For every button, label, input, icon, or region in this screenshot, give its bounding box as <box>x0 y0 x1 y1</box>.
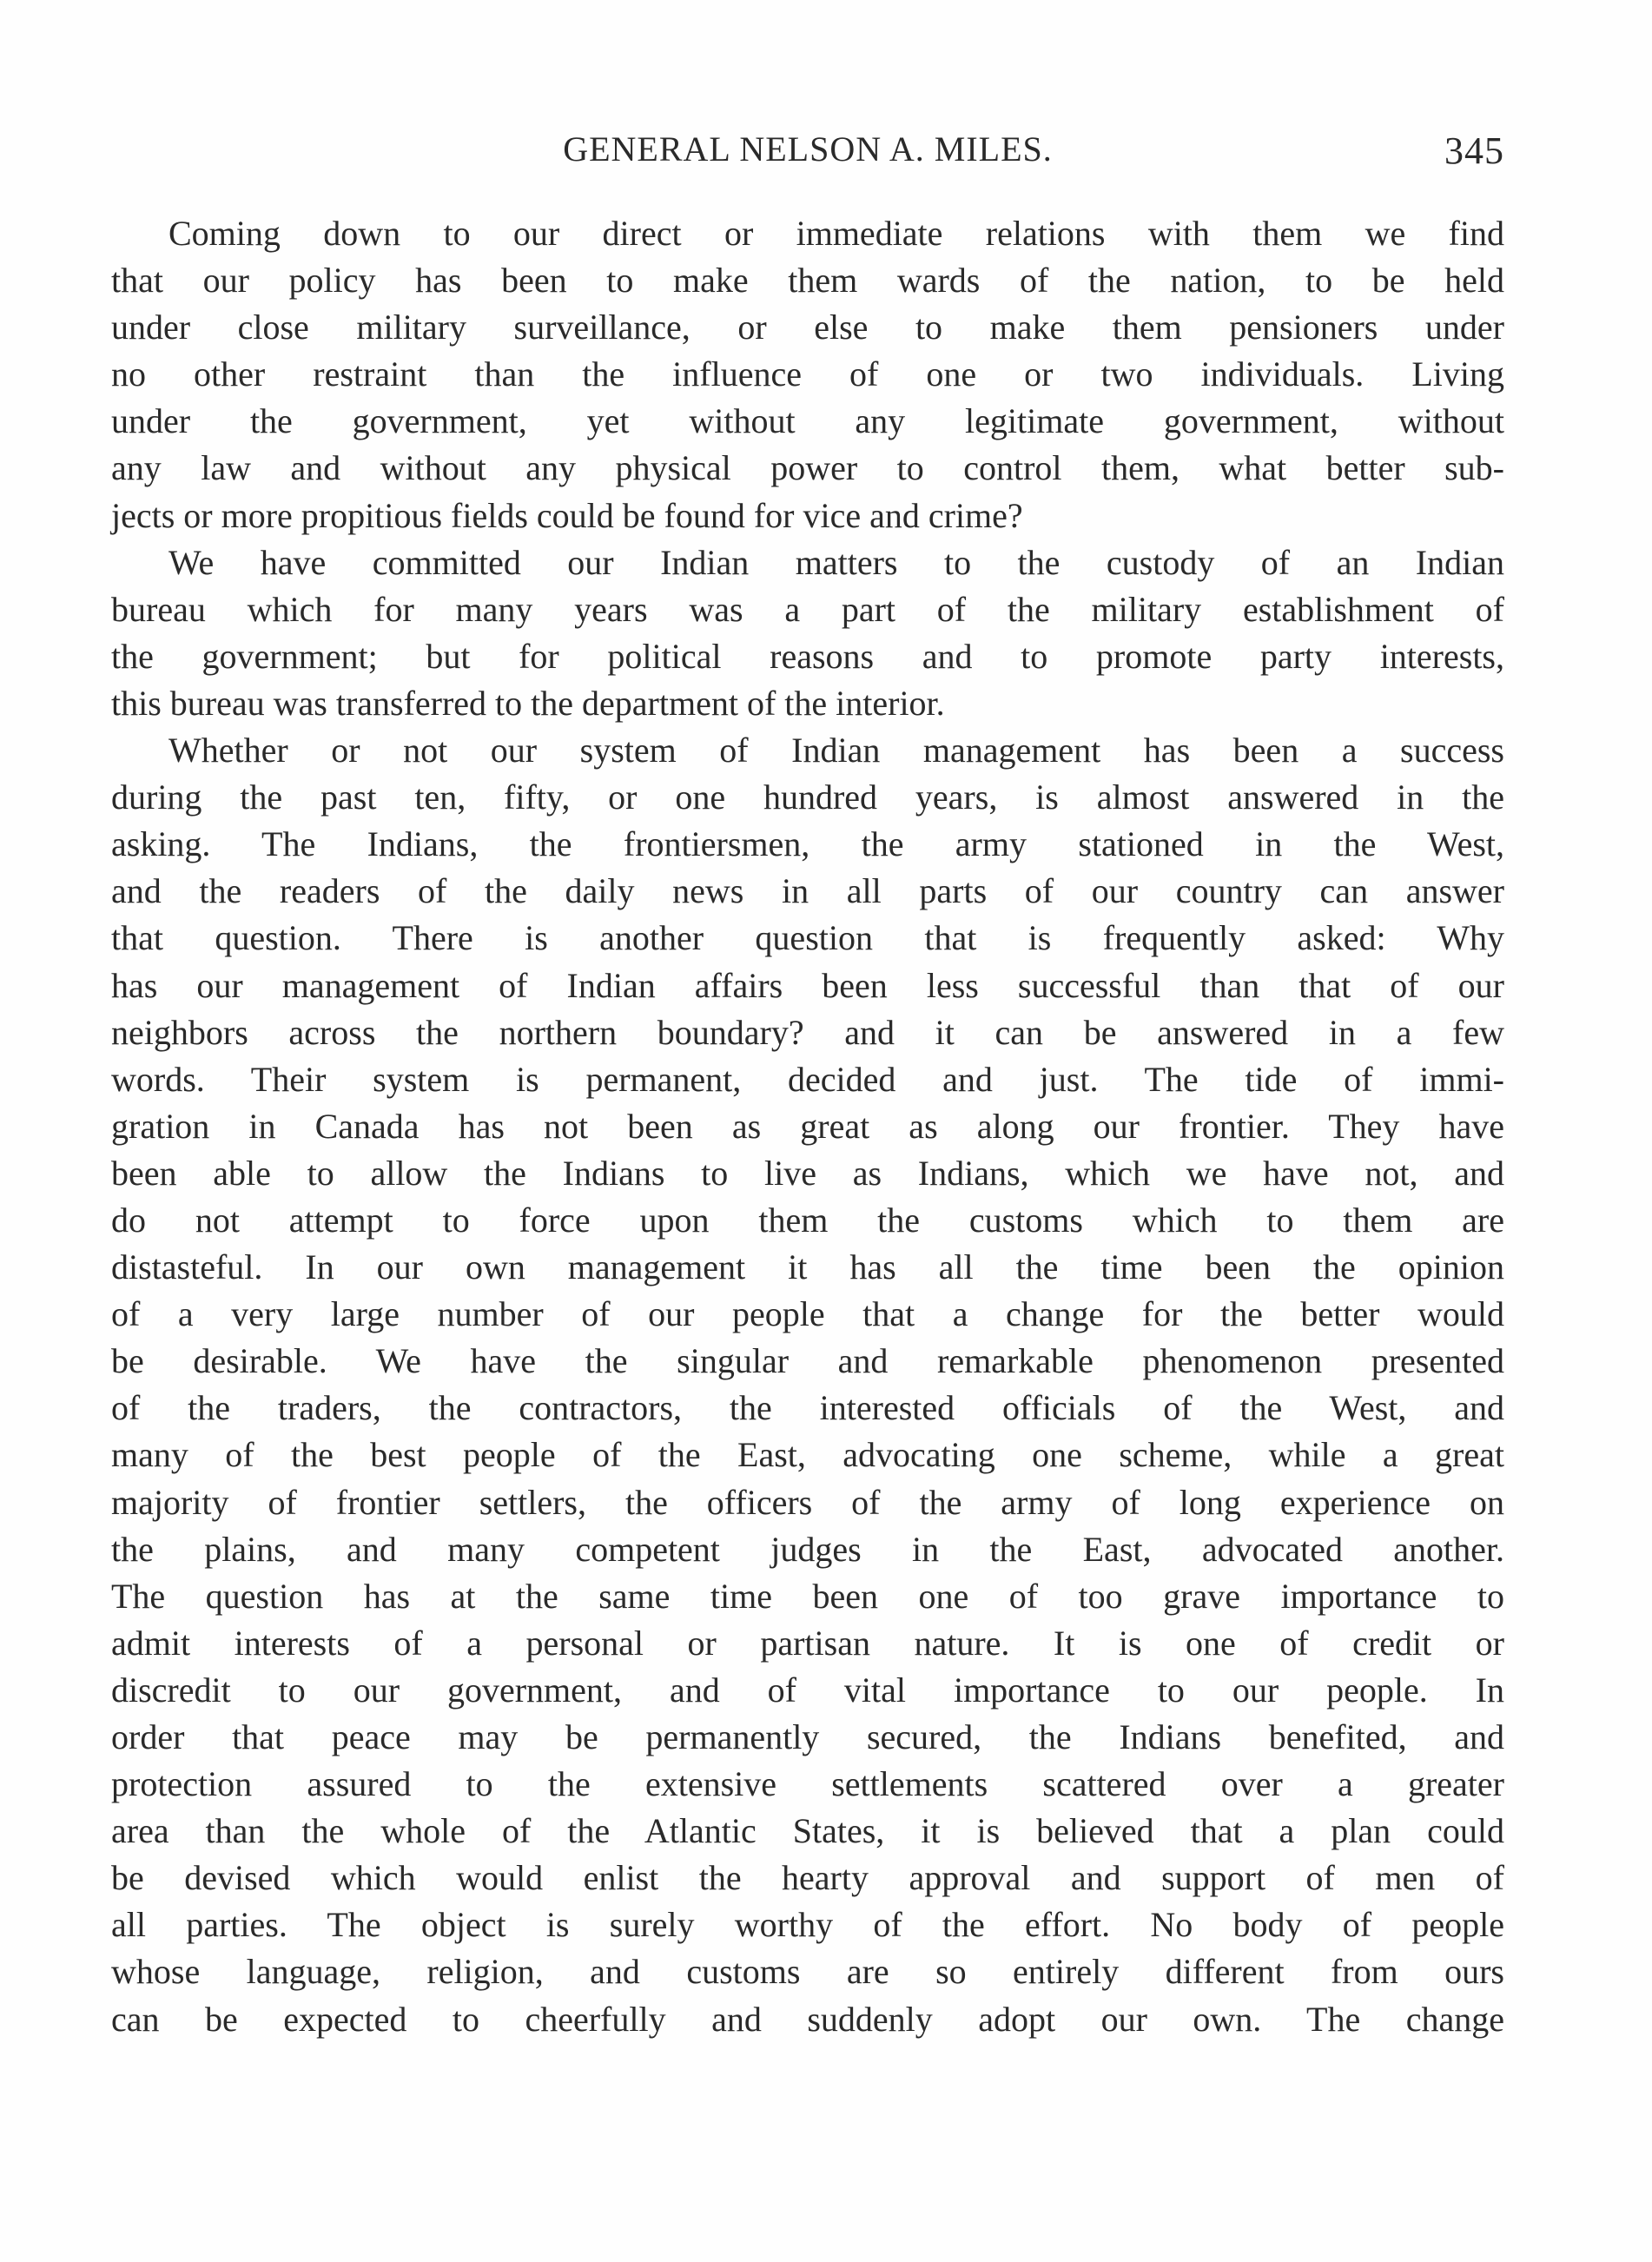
text-line: order that peace may be permanently secured, the Indians benefited, and <box>111 1717 1504 1756</box>
text-line: this bureau was transferred to the department of the interior. <box>111 683 945 723</box>
text-line: discredit to our government, and of vital importance to our people. In <box>111 1670 1504 1710</box>
text-line: the government; but for political reasons and to promote party interests, <box>111 636 1504 676</box>
text-line: We have committed our Indian matters to the custody of an Indian <box>169 542 1504 582</box>
text-line: do not attempt to force upon them the customs which to them are <box>111 1200 1504 1240</box>
text-line: under close military surveillance, or else to make them pensioners under <box>111 308 1504 347</box>
text-line: that our policy has been to make them wards of the nation, to be held <box>111 261 1504 301</box>
text-line: the plains, and many competent judges in the East, advocated another. <box>111 1529 1504 1569</box>
text-line: be desirable. We have the singular and remarkable phenomenon presented <box>111 1341 1504 1381</box>
text-line: many of the best people of the East, advocating one scheme, while a great <box>111 1435 1504 1475</box>
text-line: under the government, yet without any legitimate government, without <box>111 401 1504 441</box>
text-line: majority of frontier settlers, the officers of the army of long experience on <box>111 1482 1504 1522</box>
text-line: Coming down to our direct or immediate relations with them we find <box>169 214 1504 253</box>
text-line: words. Their system is permanent, decided and just. The tide of immi- <box>111 1059 1504 1099</box>
text-line: any law and without any physical power to control them, what better sub- <box>111 448 1504 488</box>
text-line: that question. There is another question that is frequently asked: Why <box>111 918 1504 958</box>
paragraph-2 <box>111 539 1504 727</box>
text-line: neighbors across the northern boundary? and it can be answered in a few <box>111 1012 1504 1052</box>
text-line: area than the whole of the Atlantic States, it is believed that a plan could <box>111 1811 1504 1851</box>
text-line: protection assured to the extensive settlements scattered over a greater <box>111 1764 1504 1804</box>
text-line: jects or more propitious fields could be found for vice and crime? <box>111 495 1023 535</box>
text-line: The question has at the same time been one of too grave importance to <box>111 1576 1504 1616</box>
text-line: has our management of Indian affairs been less successful than that of our <box>111 965 1504 1005</box>
running-title: GENERAL NELSON A. MILES. <box>563 129 1053 169</box>
text-line: all parties. The object is surely worthy of the effort. No body of people <box>111 1905 1504 1945</box>
text-line: during the past ten, fifty, or one hundred years, is almost answered in the <box>111 777 1504 817</box>
paragraph-1 <box>111 210 1504 539</box>
text-line: can be expected to cheerfully and suddenly adopt our own. The change <box>111 1999 1504 2039</box>
running-head <box>111 129 1504 177</box>
text-line: and the readers of the daily news in all parts of our country can answer <box>111 871 1504 911</box>
text-line: admit interests of a personal or partisan nature. It is one of credit or <box>111 1623 1504 1663</box>
text-line: whose language, religion, and customs are so entirely different from ours <box>111 1952 1504 1992</box>
text-line: been able to allow the Indians to live as Indians, which we have not, and <box>111 1153 1504 1193</box>
text-line: Whether or not our system of Indian management has been a success <box>169 731 1504 771</box>
text-line: bureau which for many years was a part of the military establishment of <box>111 589 1504 629</box>
text-line: asking. The Indians, the frontiersmen, the army stationed in the West, <box>111 824 1504 864</box>
paragraph-3 <box>111 727 1504 2043</box>
text-line: gration in Canada has not been as great as along our frontier. They have <box>111 1106 1504 1146</box>
text-line: no other restraint than the influence of one or two individuals. Living <box>111 354 1504 394</box>
page-number: 345 <box>1444 129 1504 172</box>
text-line: be devised which would enlist the hearty approval and support of men of <box>111 1858 1504 1898</box>
body-text <box>111 210 1504 2043</box>
text-line: of a very large number of our people that a change for the better would <box>111 1294 1504 1334</box>
text-line: of the traders, the contractors, the interested officials of the West, and <box>111 1388 1504 1428</box>
text-line: distasteful. In our own management it has all the time been the opinion <box>111 1247 1504 1287</box>
